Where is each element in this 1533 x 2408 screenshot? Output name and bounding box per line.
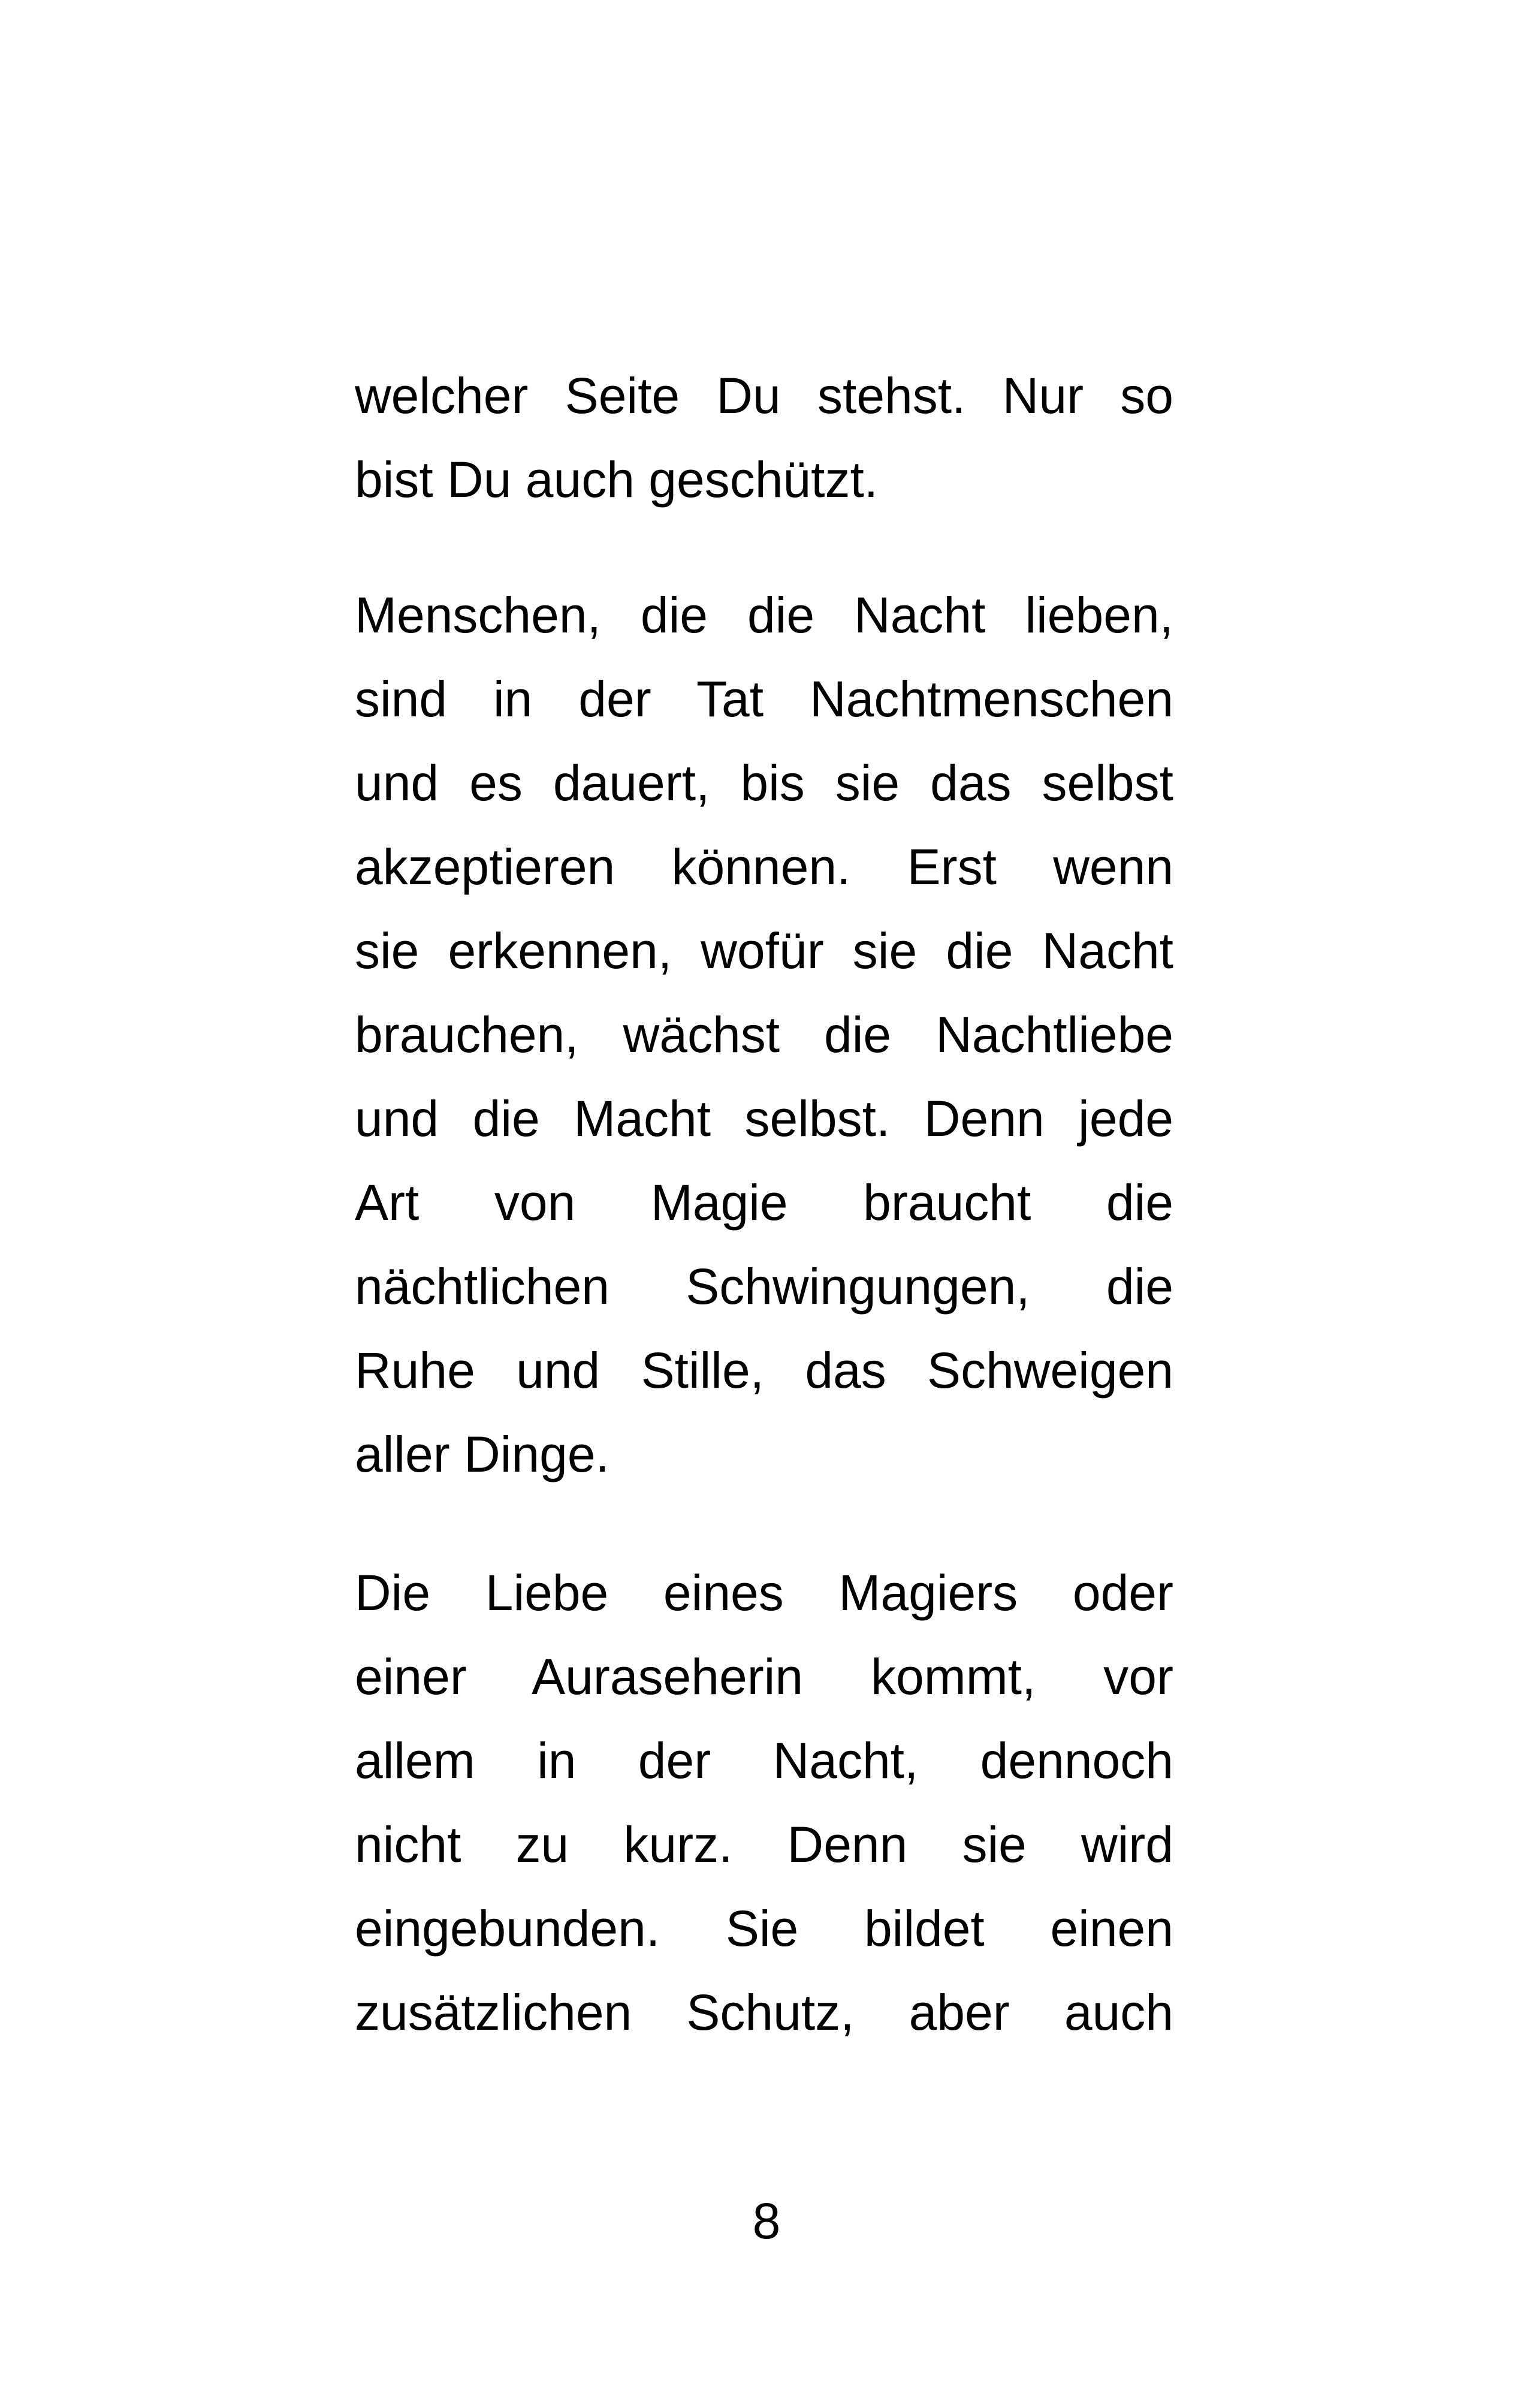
- text-line: sie erkennen, wofür sie die Nacht: [355, 923, 1173, 979]
- text-line: und es dauert, bis sie das selbst: [355, 755, 1173, 811]
- text-line: Die Liebe eines Magiers oder: [355, 1565, 1173, 1621]
- text-line: Ruhe und Stille, das Schweigen: [355, 1342, 1173, 1399]
- paragraph-3: [355, 1551, 1173, 2054]
- paragraph-1: [355, 354, 1173, 522]
- text-line: zusätzlichen Schutz, aber auch: [355, 1984, 1173, 2041]
- paragraph-2: [355, 573, 1173, 1496]
- text-line: einer Auraseherin kommt, vor: [355, 1648, 1173, 1705]
- text-line: nächtlichen Schwingungen, die: [355, 1258, 1173, 1315]
- text-line: aller Dinge.: [355, 1426, 609, 1482]
- text-line: und die Macht selbst. Denn jede: [355, 1090, 1173, 1147]
- text-line: nicht zu kurz. Denn sie wird: [355, 1816, 1173, 1873]
- text-line: bist Du auch geschützt.: [355, 451, 879, 508]
- page-number: 8: [752, 2193, 781, 2249]
- text-line: Menschen, die die Nacht lieben,: [355, 587, 1173, 643]
- text-line: allem in der Nacht, dennoch: [355, 1732, 1173, 1789]
- text-line: Art von Magie braucht die: [355, 1174, 1173, 1231]
- text-line: eingebunden. Sie bildet einen: [355, 1900, 1173, 1957]
- text-line: welcher Seite Du stehst. Nur so: [355, 367, 1173, 424]
- text-line: brauchen, wächst die Nachtliebe: [355, 1006, 1173, 1063]
- text-line: sind in der Tat Nachtmenschen: [355, 671, 1173, 727]
- text-line: akzeptieren können. Erst wenn: [355, 839, 1173, 895]
